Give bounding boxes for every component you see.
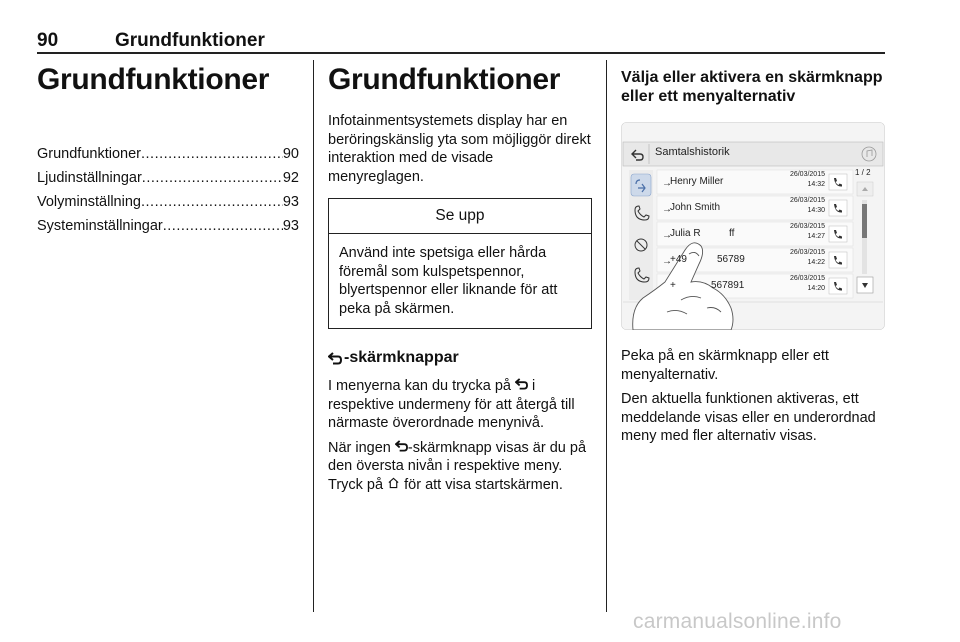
text-span: -skärmknapp visas är du på den översta nivån i respektive meny. Tryck på [328,439,587,493]
toc-label: Systeminställningar [37,218,163,234]
toc-label: Grundfunktioner [37,146,141,162]
toc-label: Volyminställning [37,194,141,210]
call-date: 26/03/2015 [789,171,825,178]
toc-page: 92 [282,170,299,186]
text-span: I menyerna kan du trycka på [328,378,511,394]
call-date: 26/03/2015 [789,223,825,230]
text-span: i respektive undermeny för att återgå till närmaste överordnade menynivå. [328,378,575,431]
caution-box [328,198,592,329]
running-header-title: Grundfunktioner [115,30,265,51]
call-date: 26/03/2015 [789,197,825,204]
text-span: När ingen [328,439,391,456]
toc-page: 93 [282,218,299,234]
caution-body: Använd inte spetsiga eller hårda föremål som kulspetspennor, blyertspennor eller liknande för att peka på skärmen. [339,245,558,317]
home-icon [387,477,400,489]
column-divider [606,60,607,612]
call-time: 14:32 [807,181,825,188]
back-arrow-icon [395,440,408,452]
chapter-heading: Grundfunktioner [37,63,270,96]
toc-leader [163,214,283,238]
toc-label: Ljudinställningar [37,170,142,186]
section-heading: Grundfunktioner [328,63,561,96]
back-buttons-subheading [328,349,592,367]
toc-leader [141,142,283,166]
result-paragraph: Den aktuella funktionen aktiveras, ett meddelande visas eller en underordnad meny med fler alternativ visas. [621,391,876,444]
toc-leader [142,166,283,190]
call-name-tail: 567891 [711,280,745,291]
toc-page: 93 [282,194,299,210]
toc-entry[interactable] [37,166,299,190]
column-contents [37,62,299,238]
header-rule [37,52,885,54]
call-time: 14:20 [807,285,825,292]
caution-title: Se upp [329,199,591,234]
toc-entry[interactable] [37,190,299,214]
subheading-text: -skärmknappar [344,349,459,366]
column-divider [313,60,314,612]
call-name: Henry Miller [670,176,724,187]
tap-paragraph: Peka på en skärmknapp eller ett menyalternativ. [621,348,829,383]
call-name: +49 [670,254,687,265]
call-name-tail: 56789 [717,254,745,265]
home-paragraph [328,439,592,495]
screen-title: Samtalshistorik [655,146,730,158]
toc-leader [141,190,283,214]
call-date: 26/03/2015 [789,249,825,256]
svg-text:→: → [662,230,672,241]
call-time: 14:30 [807,207,825,214]
call-name-tail: ff [729,228,735,239]
table-of-contents [37,142,299,238]
call-date: 26/03/2015 [789,275,825,282]
touchscreen-illustration [621,122,885,330]
section-heading: Välja eller aktivera en skärmknapp eller ett menyalternativ [621,69,883,105]
page-indicator: 1 / 2 [855,168,871,177]
back-arrow-icon [328,352,342,365]
call-name: + [670,280,676,291]
page-number: 90 [37,30,59,51]
call-name: Julia R [670,228,701,239]
intro-paragraph: Infotainmentsystemets display har en beröringskänslig yta som möjliggör direkt interaktion med de visade menyreglagen. [328,113,591,185]
svg-text:→: → [662,204,672,215]
back-paragraph [328,377,592,433]
scrollbar-thumb[interactable] [862,204,867,238]
toc-entry[interactable] [37,142,299,166]
text-span: för att visa startskärmen. [404,476,563,493]
toc-page: 90 [282,146,299,162]
call-time: 14:22 [807,259,825,266]
watermark: carmanualsonline.info [633,610,842,633]
svg-text:→: → [662,178,672,189]
back-arrow-icon [515,378,528,390]
call-time: 14:27 [807,233,825,240]
recent-calls-tab[interactable] [631,174,651,196]
call-name: John Smith [670,202,721,213]
svg-text:→: → [662,256,672,267]
column-select [621,68,887,446]
column-basics [328,62,592,494]
toc-entry[interactable] [37,214,299,238]
